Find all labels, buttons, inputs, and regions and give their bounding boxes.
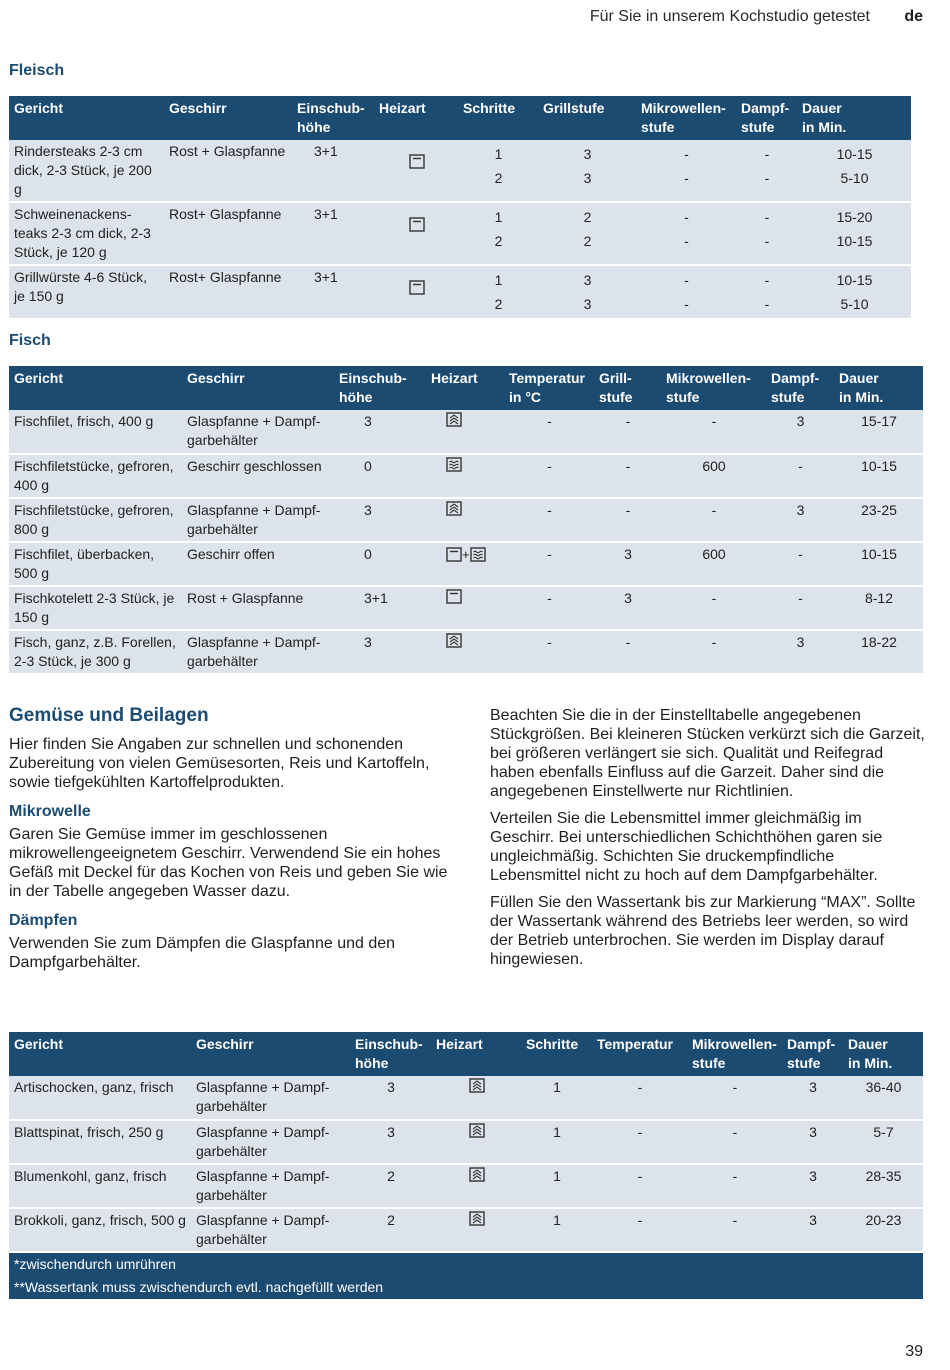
steps-cell: 1 2 <box>458 265 538 319</box>
fisch-header-col-4: Temperatur in °C <box>504 366 594 410</box>
dish-cell: Grillwürste 4-6 Stück, je 150 g <box>9 265 164 319</box>
grill-cell: 3 3 <box>538 140 636 202</box>
fleisch-table <box>9 96 911 320</box>
steam-icon <box>469 1211 485 1226</box>
micro-cell: - <box>687 1208 782 1252</box>
level-cell: 3 <box>334 410 426 454</box>
heat-cell <box>431 1120 521 1164</box>
dishware-cell: Rost+ Glaspfanne <box>164 202 292 265</box>
micro-cell: - <box>687 1164 782 1208</box>
heat-cell <box>426 586 504 630</box>
time-cell: 15-20 10-15 <box>797 202 911 265</box>
left-text-column <box>9 706 449 980</box>
fisch-table <box>9 366 923 675</box>
heat-cell <box>431 1208 521 1252</box>
gemuese-header-col-7: Dampf- stufe <box>782 1032 843 1076</box>
micro-cell: - <box>687 1120 782 1164</box>
gemuese-table <box>9 1032 923 1299</box>
steam-cell: 3 <box>782 1076 843 1120</box>
level-cell: 3+1 <box>292 140 374 202</box>
dishware-cell: Glaspfanne + Dampf-garbehälter <box>182 630 334 674</box>
gemuese-header-col-5: Temperatur <box>592 1032 687 1076</box>
page-header <box>0 8 950 30</box>
fisch-header-col-7: Dampf- stufe <box>766 366 834 410</box>
grill-cell: - <box>594 410 661 454</box>
temp-cell: - <box>504 454 594 498</box>
dish-cell: Blattspinat, frisch, 250 g <box>9 1120 191 1164</box>
dishware-cell: Glaspfanne + Dampf-garbehälter <box>191 1120 350 1164</box>
steam-cell: - <box>766 542 834 586</box>
dish-cell: Fischfiletstücke, gefroren, 800 g <box>9 498 182 542</box>
table-row <box>9 265 911 319</box>
steam-cell: 3 <box>782 1208 843 1252</box>
time-cell: 8-12 <box>834 586 923 630</box>
temp-cell: - <box>504 542 594 586</box>
micro-cell: - <box>661 498 766 542</box>
grill-cell: 3 <box>594 586 661 630</box>
fleisch-header-col-0: Gericht <box>9 96 164 140</box>
section-heading-fleisch: Fleisch <box>9 62 65 79</box>
gemuese-header-col-2: Einschub- höhe <box>350 1032 431 1076</box>
steam-cell: - <box>766 454 834 498</box>
dishware-cell: Glaspfanne + Dampf-garbehälter <box>182 498 334 542</box>
level-cell: 2 <box>350 1164 431 1208</box>
dish-cell: Fischkotelett 2-3 Stück, je 150 g <box>9 586 182 630</box>
steam-cell: - <box>766 586 834 630</box>
level-cell: 3+1 <box>292 202 374 265</box>
heat-cell <box>426 542 504 586</box>
steam-cell: 3 <box>766 498 834 542</box>
temp-cell: - <box>592 1208 687 1252</box>
table-row <box>9 454 923 498</box>
gemuese-header-col-4: Schritte <box>521 1032 592 1076</box>
table-row <box>9 630 923 674</box>
time-cell: 28-35 <box>843 1164 923 1208</box>
steam-icon <box>446 633 462 648</box>
table-row <box>9 586 923 630</box>
temp-cell: - <box>504 410 594 454</box>
dish-cell: Brokkoli, ganz, frisch, 500 g <box>9 1208 191 1252</box>
table-row <box>9 140 911 202</box>
table-row <box>9 1208 923 1252</box>
fisch-header-col-5: Grill- stufe <box>594 366 661 410</box>
language-code: de <box>904 8 923 25</box>
table-row <box>9 498 923 542</box>
grill-icon <box>409 154 425 169</box>
level-cell: 3 <box>334 498 426 542</box>
dishware-cell: Glaspfanne + Dampf-garbehälter <box>191 1164 350 1208</box>
fisch-header-col-3: Heizart <box>426 366 504 410</box>
heat-cell <box>431 1076 521 1120</box>
daempfen-paragraph: Verwenden Sie zum Dämpfen die Glaspfanne und den Dampfgarbehälter. <box>9 935 396 971</box>
level-cell: 3+1 <box>292 265 374 319</box>
time-cell: 23-25 <box>834 498 923 542</box>
time-cell: 10-15 5-10 <box>797 140 911 202</box>
temp-cell: - <box>592 1120 687 1164</box>
microwave-icon <box>446 457 462 472</box>
stueckgroessen-paragraph: Beachten Sie die in der Einstelltabelle angegebenen Stückgrößen. Bei kleineren Stücken verkürzt sich die Garzeit, bei größeren verlängert sie sich. Qualität und Reifegrad haben ebenfalls Einfluss auf die Garzeit. Daher sind die angegebenen Einstellwerte nur Richtlinien. <box>490 707 925 800</box>
heat-cell <box>374 202 458 265</box>
fisch-header-col-1: Geschirr <box>182 366 334 410</box>
fleisch-header-col-6: Mikrowellen- stufe <box>636 96 736 140</box>
steam-icon <box>469 1123 485 1138</box>
dishware-cell: Rost + Glaspfanne <box>182 586 334 630</box>
fleisch-header-col-8: Dauer in Min. <box>797 96 911 140</box>
dishware-cell: Glaspfanne + Dampf-garbehälter <box>191 1076 350 1120</box>
time-cell: 10-15 <box>834 454 923 498</box>
grill-cell: - <box>594 454 661 498</box>
steam-icon <box>469 1167 485 1182</box>
fleisch-header-col-3: Heizart <box>374 96 458 140</box>
fleisch-header-col-2: Einschub- höhe <box>292 96 374 140</box>
grill-icon <box>409 280 425 295</box>
footnote-watertank: **Wassertank muss zwischendurch evtl. nachgefüllt werden <box>9 1276 923 1299</box>
heat-cell <box>374 140 458 202</box>
table-row <box>9 1164 923 1208</box>
steps-cell: 1 <box>521 1120 592 1164</box>
level-cell: 0 <box>334 454 426 498</box>
micro-cell: - <box>661 630 766 674</box>
micro-cell: - - <box>636 202 736 265</box>
steps-cell: 1 <box>521 1076 592 1120</box>
steps-cell: 1 2 <box>458 202 538 265</box>
time-cell: 18-22 <box>834 630 923 674</box>
dish-cell: Blumenkohl, ganz, frisch <box>9 1164 191 1208</box>
time-cell: 36-40 <box>843 1076 923 1120</box>
temp-cell: - <box>504 630 594 674</box>
right-text-column <box>490 706 925 977</box>
heat-cell <box>426 630 504 674</box>
dish-cell: Fisch, ganz, z.B. Forellen, 2-3 Stück, je 300 g <box>9 630 182 674</box>
grill-icon <box>446 589 462 604</box>
table-row <box>9 410 923 454</box>
subheading-daempfen: Dämpfen <box>9 912 78 929</box>
dishware-cell: Rost + Glaspfanne <box>164 140 292 202</box>
grill-cell: 3 <box>594 542 661 586</box>
intro-paragraph: Hier finden Sie Angaben zur schnellen und schonenden Zubereitung von vielen Gemüsesorten, Reis und Kartoffeln, sowie tiefgekühlten Kartoffelprodukten. <box>9 736 430 791</box>
mikrowelle-paragraph: Garen Sie Gemüse immer im geschlossenen mikrowellengeeignetem Geschirr. Verwendend Sie ein hohes Gefäß mit Deckel für das Kochen von Reis und geben Sie wie in der Tabelle angegeben Wasser dazu. <box>9 826 448 900</box>
dish-cell: Fischfilet, frisch, 400 g <box>9 410 182 454</box>
gemuese-header-col-3: Heizart <box>431 1032 521 1076</box>
footnote-stir: *zwischendurch umrühren <box>9 1252 923 1276</box>
table-row <box>9 202 911 265</box>
level-cell: 3 <box>350 1076 431 1120</box>
steam-cell: - - <box>736 140 797 202</box>
fleisch-header-col-5: Grillstufe <box>538 96 636 140</box>
fleisch-header-col-7: Dampf- stufe <box>736 96 797 140</box>
heat-cell <box>374 265 458 319</box>
level-cell: 2 <box>350 1208 431 1252</box>
steam-cell: 3 <box>782 1164 843 1208</box>
grill-microwave-icon: + <box>446 545 486 564</box>
gemuese-header-col-8: Dauer in Min. <box>843 1032 923 1076</box>
steam-icon <box>446 501 462 516</box>
verteilen-paragraph: Verteilen Sie die Lebensmittel immer gleichmäßig im Geschirr. Bei unterschiedlichen Schichthöhen garen sie ungleichmäßig. Schichten Sie druckempfindliche Lebensmittel nicht zu hoch auf dem Dampfgarbehälter. <box>490 810 883 884</box>
dish-cell: Rindersteaks 2-3 cm dick, 2-3 Stück, je 200 g <box>9 140 164 202</box>
time-cell: 10-15 <box>834 542 923 586</box>
grill-cell: 2 2 <box>538 202 636 265</box>
table-row <box>9 1076 923 1120</box>
micro-cell: - - <box>636 140 736 202</box>
time-cell: 20-23 <box>843 1208 923 1252</box>
fisch-header-col-2: Einschub- höhe <box>334 366 426 410</box>
dish-cell: Fischfiletstücke, gefroren, 400 g <box>9 454 182 498</box>
grill-cell: 3 3 <box>538 265 636 319</box>
steps-cell: 1 <box>521 1164 592 1208</box>
dish-cell: Artischocken, ganz, frisch <box>9 1076 191 1120</box>
level-cell: 0 <box>334 542 426 586</box>
heat-cell <box>431 1164 521 1208</box>
dishware-cell: Geschirr offen <box>182 542 334 586</box>
table-row <box>9 542 923 586</box>
dishware-cell: Glaspfanne + Dampf-garbehälter <box>182 410 334 454</box>
section-heading-fisch: Fisch <box>9 332 51 349</box>
temp-cell: - <box>592 1076 687 1120</box>
micro-cell: - - <box>636 265 736 319</box>
steam-icon <box>446 412 462 427</box>
fisch-header-col-0: Gericht <box>9 366 182 410</box>
micro-cell: 600 <box>661 542 766 586</box>
micro-cell: - <box>687 1076 782 1120</box>
micro-cell: - <box>661 410 766 454</box>
header-title: Für Sie in unserem Kochstudio getestet <box>589 8 870 25</box>
table-row <box>9 1120 923 1164</box>
fleisch-header-col-4: Schritte <box>458 96 538 140</box>
steam-icon <box>469 1078 485 1093</box>
micro-cell: - <box>661 586 766 630</box>
time-cell: 5-7 <box>843 1120 923 1164</box>
dish-cell: Schweinenackens-teaks 2-3 cm dick, 2-3 Stück, je 120 g <box>9 202 164 265</box>
grill-icon <box>409 217 425 232</box>
time-cell: 15-17 <box>834 410 923 454</box>
dish-cell: Fischfilet, überbacken, 500 g <box>9 542 182 586</box>
level-cell: 3+1 <box>334 586 426 630</box>
level-cell: 3 <box>334 630 426 674</box>
steps-cell: 1 <box>521 1208 592 1252</box>
steam-cell: 3 <box>782 1120 843 1164</box>
gemuese-header-col-0: Gericht <box>9 1032 191 1076</box>
heat-cell <box>426 454 504 498</box>
temp-cell: - <box>504 586 594 630</box>
steam-cell: - - <box>736 202 797 265</box>
dishware-cell: Glaspfanne + Dampf-garbehälter <box>191 1208 350 1252</box>
page-number: 39 <box>905 1343 923 1360</box>
steps-cell: 1 2 <box>458 140 538 202</box>
gemuese-header-col-1: Geschirr <box>191 1032 350 1076</box>
dishware-cell: Rost+ Glaspfanne <box>164 265 292 319</box>
subheading-mikrowelle: Mikrowelle <box>9 803 91 820</box>
dishware-cell: Geschirr geschlossen <box>182 454 334 498</box>
fisch-header-col-6: Mikrowellen- stufe <box>661 366 766 410</box>
grill-cell: - <box>594 498 661 542</box>
heat-cell <box>426 498 504 542</box>
time-cell: 10-15 5-10 <box>797 265 911 319</box>
steam-cell: 3 <box>766 630 834 674</box>
wassertank-paragraph: Füllen Sie den Wassertank bis zur Markierung “MAX”. Sollte der Wassertank während des Betriebs leer werden, so wird der Betrieb unterbrochen. Sie werden im Display darauf hingewiesen. <box>490 894 916 968</box>
steam-cell: - - <box>736 265 797 319</box>
temp-cell: - <box>592 1164 687 1208</box>
level-cell: 3 <box>350 1120 431 1164</box>
heat-cell <box>426 410 504 454</box>
grill-cell: - <box>594 630 661 674</box>
micro-cell: 600 <box>661 454 766 498</box>
steam-cell: 3 <box>766 410 834 454</box>
gemuese-header-col-6: Mikrowellen- stufe <box>687 1032 782 1076</box>
section-heading-gemuese: Gemüse und Beilagen <box>9 705 209 726</box>
fisch-header-col-8: Dauer in Min. <box>834 366 923 410</box>
temp-cell: - <box>504 498 594 542</box>
fleisch-header-col-1: Geschirr <box>164 96 292 140</box>
